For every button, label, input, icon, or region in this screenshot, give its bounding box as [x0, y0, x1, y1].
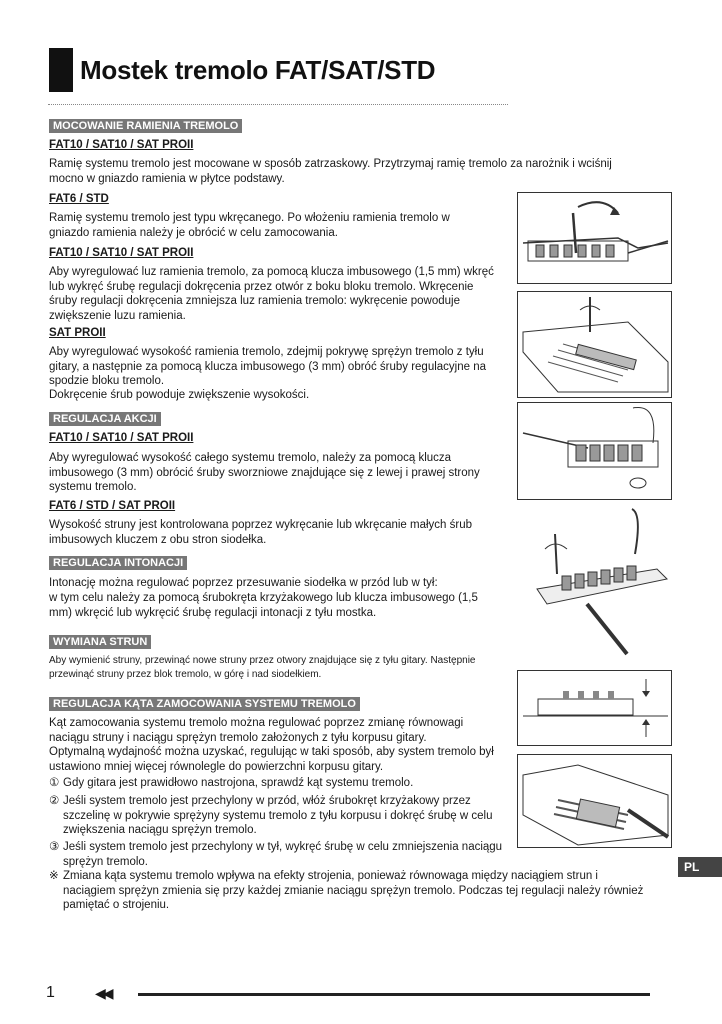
section-heading-action: REGULACJA AKCJI [49, 412, 161, 426]
list-marker: ② [49, 795, 60, 807]
figure-action-drawing [518, 403, 671, 499]
list-item [49, 776, 509, 791]
paragraph-angle-1: Kąt zamocowania systemu tremolo można regulować poprzez zmianę równowagi naciągu struny i naciągu sprężyn tremolo założonych z tyłu korpusu gitary. [49, 717, 464, 744]
page-title: Mostek tremolo FAT/SAT/STD [80, 55, 436, 85]
footer-rule [138, 993, 650, 996]
figure-angle-level [517, 670, 672, 746]
paragraph-angle-2: Optymalną wydajność można uzyskać, regulując w taki sposób, aby system tremolo był ustawiono mniej więcej równolegle do powierzchni korpusu gitary. [49, 746, 494, 773]
page-number: 1 [46, 984, 55, 1001]
section-heading-strings: WYMIANA STRUN [49, 635, 151, 649]
subheading-action-fat10: FAT10 / SAT10 / SAT PROII [49, 432, 194, 444]
title-marker [49, 48, 73, 92]
figure-intonation-drawing [517, 504, 670, 664]
subheading-fat10-1: FAT10 / SAT10 / SAT PROII [49, 139, 194, 151]
subheading-action-fat6: FAT6 / STD / SAT PROII [49, 500, 176, 512]
paragraph-strings: Aby wymienić struny, przewinąć nowe struny przez otwory znajdujące się z tyłu gitary. Następnie przewinąć struny przez blok tremolo, w górę i nad siodełkiem. [49, 655, 476, 680]
paragraph-intonation-1: Intonację można regulować poprzez przesuwanie siodełka w przód lub w tył: [49, 577, 438, 589]
list-marker: ① [49, 777, 60, 789]
figure-arm-screw [517, 291, 672, 398]
paragraph-arm-play: Aby wyregulować luz ramienia tremolo, za pomocą klucza imbusowego (1,5 mm) wkręć lub wykręć śrubę regulacji dokręcenia przez otwór z boku bloku tremolo. Wkręcenie śruby regulacji dokręcenia zmniejsza luz ramienia tremolo: wykręcenie powoduje zwiększenie luzu ramienia. [49, 266, 494, 322]
figure-arm-insert [517, 192, 672, 284]
language-tab: PL [678, 857, 722, 877]
paragraph-intonation-2: w tym celu należy za pomocą śrubokręta krzyżakowego lub klucza imbusowego (1,5 mm) wkręcić lub wykręcić śrubę regulacji intonacji z tyłu mostka. [49, 592, 478, 619]
paragraph-arm-snap: Ramię systemu tremolo jest mocowane w sposób zatrzaskowy. Przytrzymaj ramię tremolo za narożnik i wciśnij mocno w gniazdo ramienia w płytce podstawy. [49, 158, 612, 185]
figure-intonation [517, 504, 670, 664]
figure-arm-screw-drawing [518, 292, 671, 397]
figure-angle-level-drawing [518, 671, 671, 745]
list-marker: ③ [49, 841, 60, 853]
subheading-sat-proii: SAT PROII [49, 327, 106, 339]
figure-action [517, 402, 672, 500]
paragraph-arm-height-note: Dokręcenie śrub powoduje zwiększenie wysokości. [49, 389, 310, 401]
list-item [49, 794, 509, 838]
figure-angle-springs-drawing [518, 755, 671, 847]
list-text: Gdy gitara jest prawidłowo nastrojona, sprawdź kąt systemu tremolo. [63, 777, 414, 789]
list-text: Jeśli system tremolo jest przechylony w tył, wykręć śrubę w celu zmniejszenia naciągu sprężyn tremolo. [63, 841, 503, 868]
section-heading-intonation: REGULACJA INTONACJI [49, 556, 187, 570]
back-arrows-icon: ◀◀ [95, 985, 111, 1001]
list-item-note [49, 869, 649, 913]
paragraph-action-height: Aby wyregulować wysokość całego systemu tremolo, należy za pomocą klucza imbusowego (3 mm) obrócić śruby sworzniowe znajdujące się z lewej i prawej strony systemu tremolo. [49, 452, 480, 493]
subheading-fat6-std: FAT6 / STD [49, 193, 109, 205]
paragraph-arm-height: Aby wyregulować wysokość ramienia tremolo, zdejmij pokrywę sprężyn tremolo z tyłu gitary, a następnie za pomocą klucza imbusowego (3 mm) obróć śruby regulacyjne na spodzie bloku tremolo. [49, 346, 486, 387]
list-item [49, 840, 509, 869]
section-heading-angle: REGULACJA KĄTA ZAMOCOWANIA SYSTEMU TREMOLO [49, 697, 360, 711]
section-heading-arm-mount: MOCOWANIE RAMIENIA TREMOLO [49, 119, 242, 133]
paragraph-arm-screw: Ramię systemu tremolo jest typu wkręcanego. Po włożeniu ramienia tremolo w gniazdo ramienia należy je obrócić w celu zamocowania. [49, 212, 450, 239]
list-text: Jeśli system tremolo jest przechylony w przód, włóż śrubokręt krzyżakowy przez szczelinę w pokrywie sprężyny systemu tremolo z tyłu korpusu i dokręć śrubę w celu zwiększenia naciągu sprężyn tremolo. [63, 795, 493, 836]
figure-arm-insert-drawing [518, 193, 671, 283]
list-marker: ※ [49, 870, 59, 882]
paragraph-action-string: Wysokość struny jest kontrolowana poprzez wykręcanie lub wkręcanie małych śrub imbusowych kluczem z obu stron siodełka. [49, 519, 473, 546]
list-text: Zmiana kąta systemu tremolo wpływa na efekty strojenia, ponieważ równowaga między naciągiem strun i naciągiem sprężyn zmienia się przy każdej zmianie naciągu sprężyn tremolo. Podczas tej regulacji należy również pamiętać o strojeniu. [63, 870, 644, 911]
figure-angle-springs [517, 754, 672, 848]
title-rule [48, 104, 508, 105]
subheading-fat10-2: FAT10 / SAT10 / SAT PROII [49, 247, 194, 259]
